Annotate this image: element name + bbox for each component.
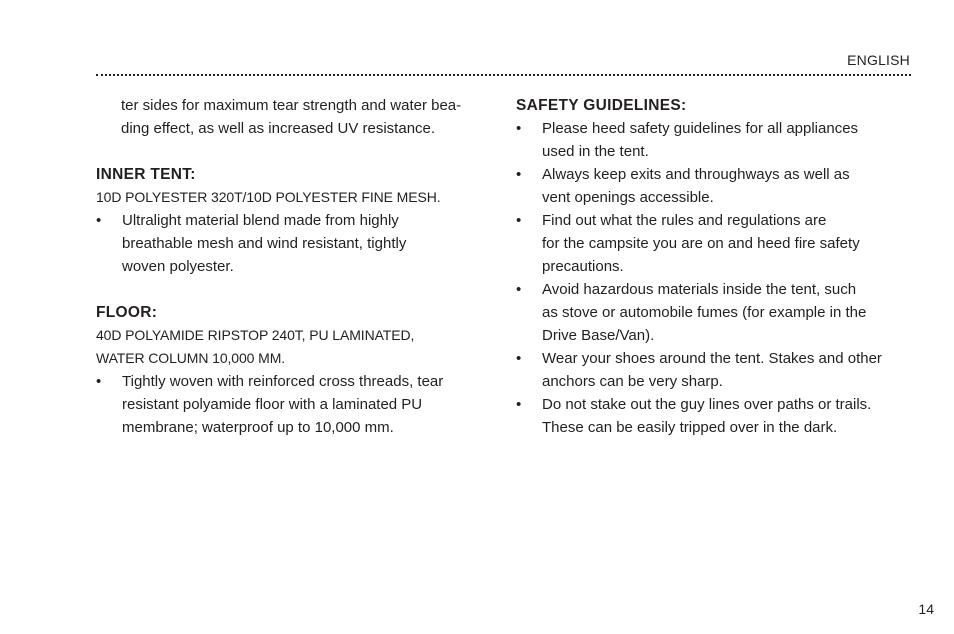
floor-bullet-list: [96, 370, 496, 439]
bullet-item: • Always keep exits and throughways as well as vent openings accessible.: [516, 163, 916, 209]
inner-tent-heading: INNER TENT:: [96, 166, 196, 183]
inner-tent-bullet-list: [96, 209, 496, 278]
page-number: 14: [918, 601, 934, 617]
left-column: [96, 94, 496, 439]
spacer: [96, 140, 496, 163]
right-column: [516, 94, 916, 439]
safety-bullet-list: [516, 117, 916, 439]
floor-heading: FLOOR:: [96, 304, 158, 321]
safety-guidelines-heading: SAFETY GUIDELINES:: [516, 97, 687, 114]
spacer: [96, 278, 496, 301]
language-label: ENGLISH: [847, 52, 910, 68]
bullet-item: • Find out what the rules and regulations are for the campsite you are on and heed fire safety precautions.: [516, 209, 916, 278]
bullet-item: • Tightly woven with reinforced cross threads, tear resistant polyamide floor with a laminated PU membrane; waterproof up to 10,000 mm.: [96, 370, 496, 439]
inner-tent-spec: 10D POLYESTER 320T/10D POLYESTER FINE MESH.: [96, 189, 441, 205]
bullet-item: • Do not stake out the guy lines over paths or trails. These can be easily tripped over in the dark.: [516, 393, 916, 439]
bullet-item: • Avoid hazardous materials inside the tent, such as stove or automobile fumes (for example in the Drive Base/Van).: [516, 278, 916, 347]
bullet-item: • Ultralight material blend made from highly breathable mesh and wind resistant, tightly woven polyester.: [96, 209, 496, 278]
header-dotted-divider: [96, 74, 911, 76]
bullet-item: • Wear your shoes around the tent. Stakes and other anchors can be very sharp.: [516, 347, 916, 393]
bullet-item: • Please heed safety guidelines for all appliances used in the tent.: [516, 117, 916, 163]
floor-spec: 40D POLYAMIDE RIPSTOP 240T, PU LAMINATED, WATER COLUMN 10,000 MM.: [96, 327, 415, 366]
continued-paragraph: ter sides for maximum tear strength and water bea- ding effect, as well as increased UV resistance.: [121, 97, 462, 137]
